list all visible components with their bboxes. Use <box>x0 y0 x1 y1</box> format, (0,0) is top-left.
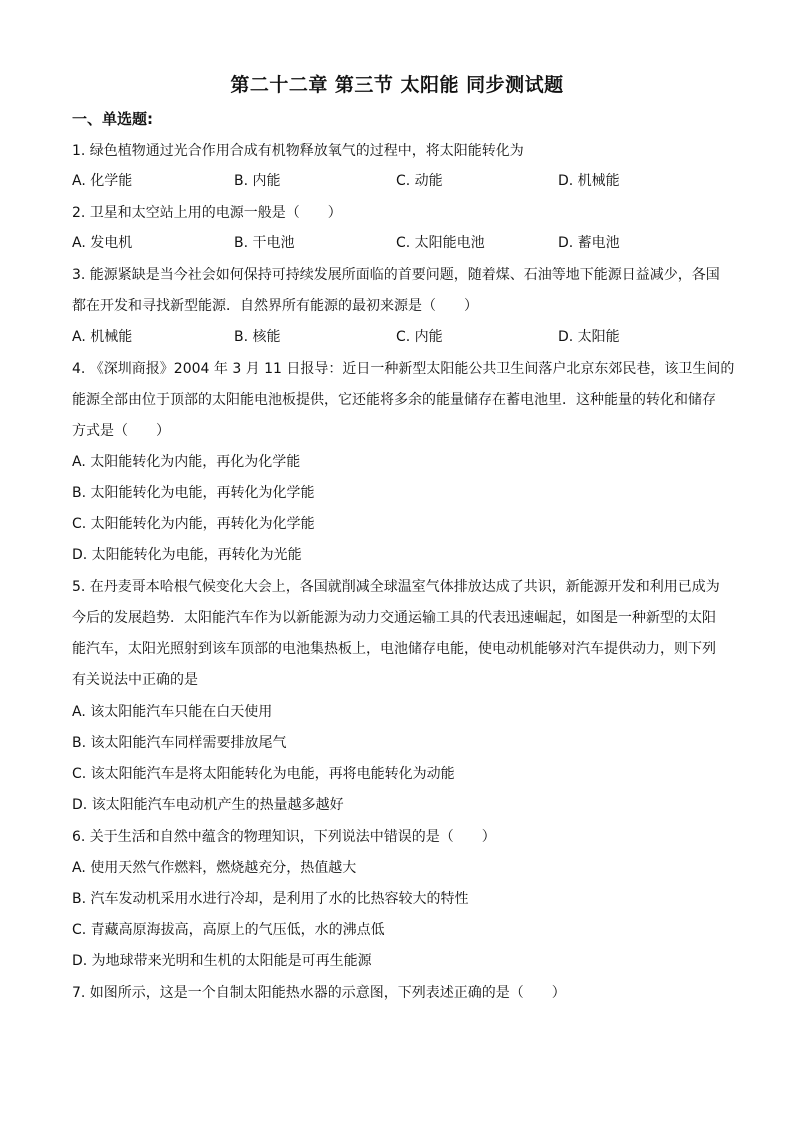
question-2-option-d: D. 蓄电池 <box>558 235 620 251</box>
question-4-line-3: 方式是（ ） <box>72 423 170 439</box>
page-title: 第二十二章 第三节 太阳能 同步测试题 <box>230 74 564 96</box>
question-3-option-a: A. 机械能 <box>72 329 133 345</box>
question-3-line-1: 3. 能源紧缺是当今社会如何保持可持续发展所面临的首要问题，随着煤、石油等地下能源日益减少，各国 <box>72 267 720 283</box>
question-5-line-4: 有关说法中正确的是 <box>72 672 198 688</box>
question-7-text: 7. 如图所示，这是一个自制太阳能热水器的示意图，下列表述正确的是（ ） <box>72 985 566 1001</box>
question-3-option-b: B. 核能 <box>234 329 281 345</box>
question-5-line-1: 5. 在丹麦哥本哈根气候变化大会上，各国就削减全球温室气体排放达成了共识，新能源开发和利用已成为 <box>72 579 720 595</box>
question-2-option-c: C. 太阳能电池 <box>396 235 485 251</box>
question-4-line-1: 4. 《深圳商报》2004 年 3 月 11 日报导：近日一种新型太阳能公共卫生间落户北京东郊民巷，该卫生间的 <box>72 361 735 377</box>
question-6-text: 6. 关于生活和自然中蕴含的物理知识，下列说法中错误的是（ ） <box>72 829 496 845</box>
question-6-option-c: C. 青藏高原海拔高，高原上的气压低，水的沸点低 <box>72 922 385 938</box>
question-1-option-c: C. 动能 <box>396 173 443 189</box>
question-6-option-d: D. 为地球带来光明和生机的太阳能是可再生能源 <box>72 953 372 969</box>
question-4-option-d: D. 太阳能转化为电能，再转化为光能 <box>72 547 302 563</box>
question-3-option-d: D. 太阳能 <box>558 329 620 345</box>
question-1-option-a: A. 化学能 <box>72 173 133 189</box>
question-5-option-d: D. 该太阳能汽车电动机产生的热量越多越好 <box>72 797 344 813</box>
question-1-text: 1. 绿色植物通过光合作用合成有机物释放氧气的过程中，将太阳能转化为 <box>72 143 524 159</box>
question-2-option-a: A. 发电机 <box>72 235 133 251</box>
question-4-option-c: C. 太阳能转化为内能，再转化为化学能 <box>72 516 315 532</box>
question-4-line-2: 能源全部由位于顶部的太阳能电池板提供，它还能将多余的能量储存在蓄电池里．这种能量的转化和储存 <box>72 392 716 408</box>
question-6-option-b: B. 汽车发动机采用水进行冷却，是利用了水的比热容较大的特性 <box>72 891 469 907</box>
question-2-text: 2. 卫星和太空站上用的电源一般是（ ） <box>72 205 342 221</box>
question-4-option-a: A. 太阳能转化为内能，再化为化学能 <box>72 454 301 470</box>
question-1-option-b: B. 内能 <box>234 173 281 189</box>
question-5-option-a: A. 该太阳能汽车只能在白天使用 <box>72 704 273 720</box>
question-5-option-b: B. 该太阳能汽车同样需要排放尾气 <box>72 735 287 751</box>
question-5-line-3: 能汽车，太阳光照射到该车顶部的电池集热板上，电池储存电能，使电动机能够对汽车提供动力，则下列 <box>72 641 716 657</box>
question-5-line-2: 今后的发展趋势．太阳能汽车作为以新能源为动力交通运输工具的代表迅速崛起，如图是一种新型的太阳 <box>72 610 716 626</box>
question-5-option-c: C. 该太阳能汽车是将太阳能转化为电能，再将电能转化为动能 <box>72 766 455 782</box>
question-1-option-d: D. 机械能 <box>558 173 620 189</box>
question-3-option-c: C. 内能 <box>396 329 443 345</box>
question-2-option-b: B. 干电池 <box>234 235 295 251</box>
section-heading: 一、单选题: <box>72 110 153 128</box>
question-6-option-a: A. 使用天然气作燃料，燃烧越充分，热值越大 <box>72 860 357 876</box>
question-3-line-2: 都在开发和寻找新型能源．自然界所有能源的最初来源是（ ） <box>72 298 478 314</box>
question-4-option-b: B. 太阳能转化为电能，再转化为化学能 <box>72 485 315 501</box>
